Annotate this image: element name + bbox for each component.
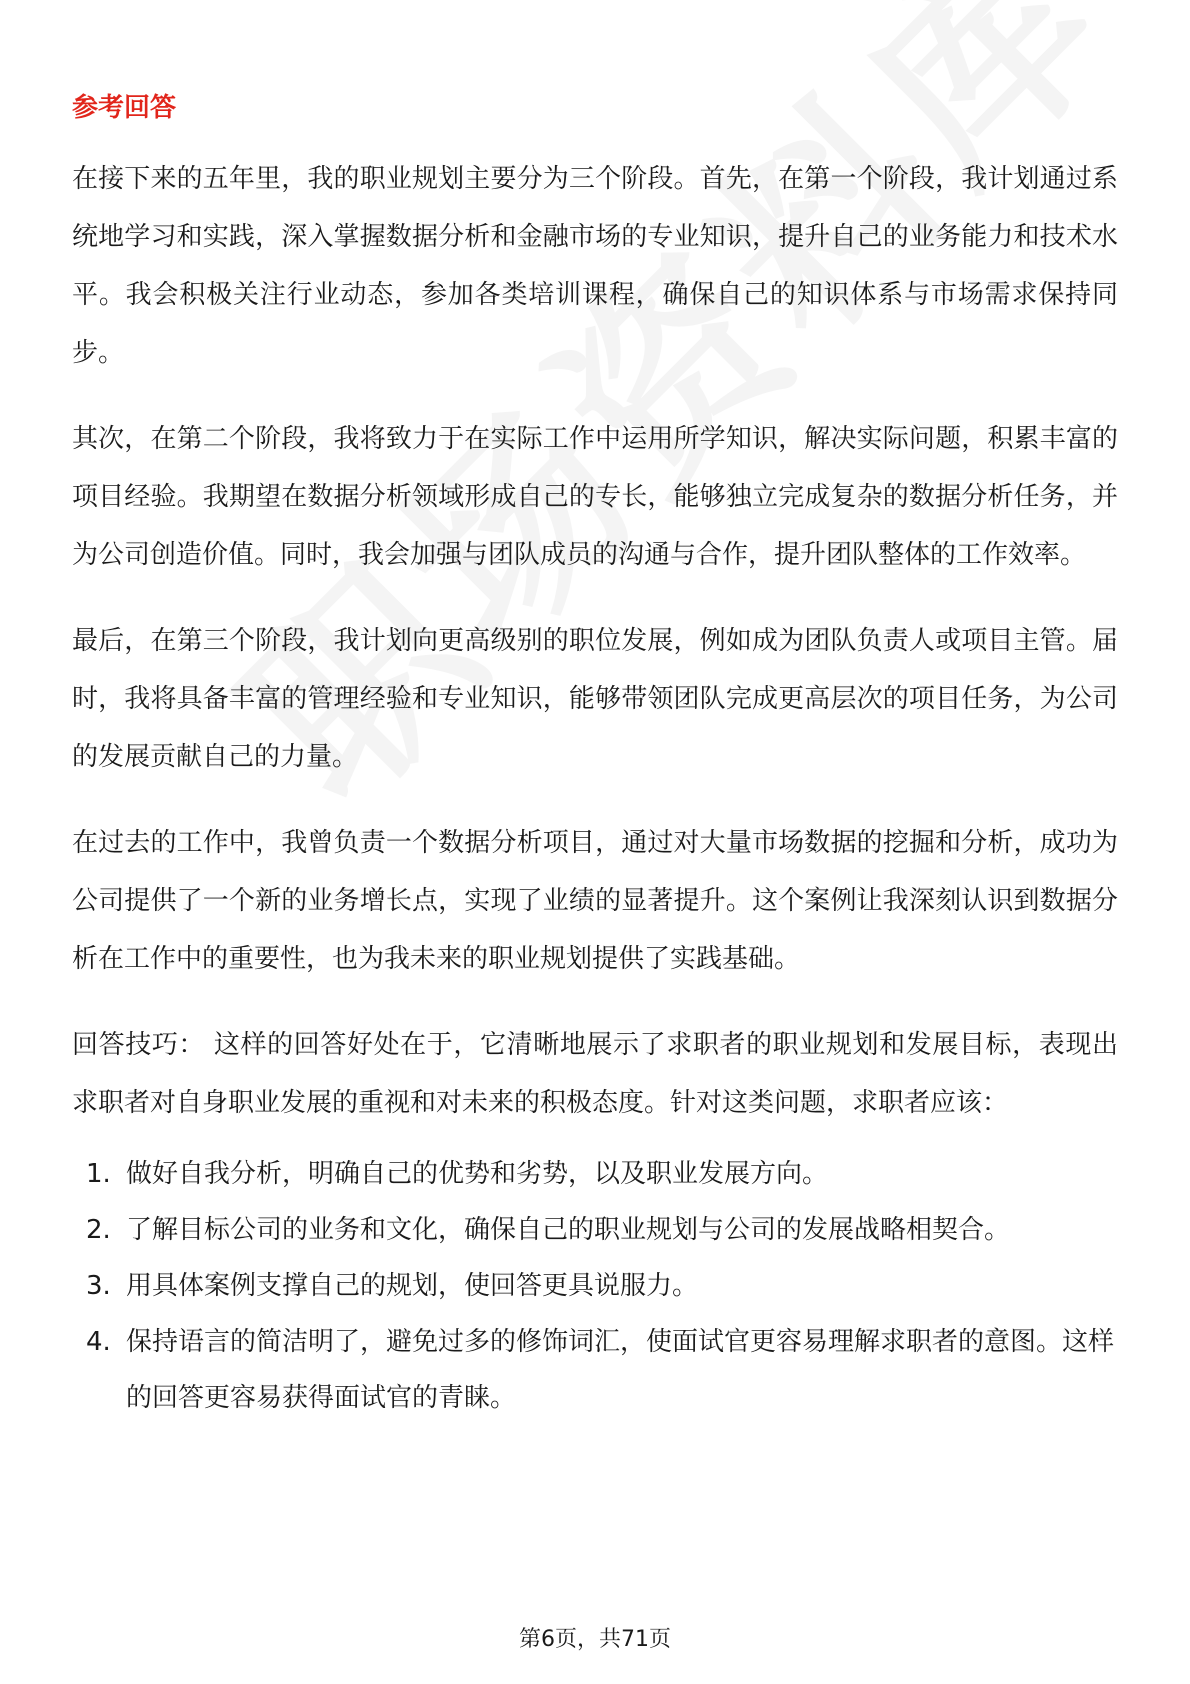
list-item-number: 3. <box>86 1271 111 1301</box>
paragraph-2: 其次，在第二个阶段，我将致力于在实际工作中运用所学知识，解决实际问题，积累丰富的项目经验。我期望在数据分析领域形成自己的专长，能够独立完成复杂的数据分析任务，并为公司创造价值。同时，我会加强与团队成员的沟通与合作，提升团队整体的工作效率。 <box>72 424 1118 570</box>
list-item-text: 了解目标公司的业务和文化，确保自己的职业规划与公司的发展战略相契合。 <box>126 1215 1011 1245</box>
list-item <box>72 1314 1118 1426</box>
list-item-number: 2. <box>86 1215 111 1245</box>
page-footer: 第6页，共71页 <box>519 1627 671 1652</box>
list-item <box>72 1146 1118 1202</box>
tips-intro: 回答技巧： 这样的回答好处在于，它清晰地展示了求职者的职业规划和发展目标，表现出求职者对自身职业发展的重视和对未来的积极态度。针对这类问题，求职者应该： <box>72 1030 1118 1118</box>
paragraph-1: 在接下来的五年里，我的职业规划主要分为三个阶段。首先，在第一个阶段，我计划通过系统地学习和实践，深入掌握数据分析和金融市场的专业知识，提升自己的业务能力和技术水平。我会积极关注行业动态，参加各类培训课程，确保自己的知识体系与市场需求保持同步。 <box>72 164 1118 368</box>
list-item-text: 保持语言的简洁明了，避免过多的修饰词汇，使面试官更容易理解求职者的意图。这样的回答更容易获得面试官的青睐。 <box>126 1327 1115 1413</box>
paragraph-3: 最后，在第三个阶段，我计划向更高级别的职位发展，例如成为团队负责人或项目主管。届时，我将具备丰富的管理经验和专业知识，能够带领团队完成更高层次的项目任务，为公司的发展贡献自己的力量。 <box>72 626 1118 772</box>
list-item-text: 做好自我分析，明确自己的优势和劣势，以及职业发展方向。 <box>126 1159 829 1189</box>
paragraph-4: 在过去的工作中，我曾负责一个数据分析项目，通过对大量市场数据的挖掘和分析，成功为公司提供了一个新的业务增长点，实现了业绩的显著提升。这个案例让我深刻认识到数据分析在工作中的重要性，也为我未来的职业规划提供了实践基础。 <box>72 828 1118 974</box>
list-item <box>72 1258 1118 1314</box>
list-item-number: 4. <box>86 1327 111 1357</box>
main-content <box>72 88 1118 1426</box>
section-heading: 参考回答 <box>72 93 177 123</box>
list-item-number: 1. <box>86 1159 111 1189</box>
list-item <box>72 1202 1118 1258</box>
tips-list <box>72 1146 1118 1426</box>
list-item-text: 用具体案例支撑自己的规划，使回答更具说服力。 <box>126 1271 699 1301</box>
